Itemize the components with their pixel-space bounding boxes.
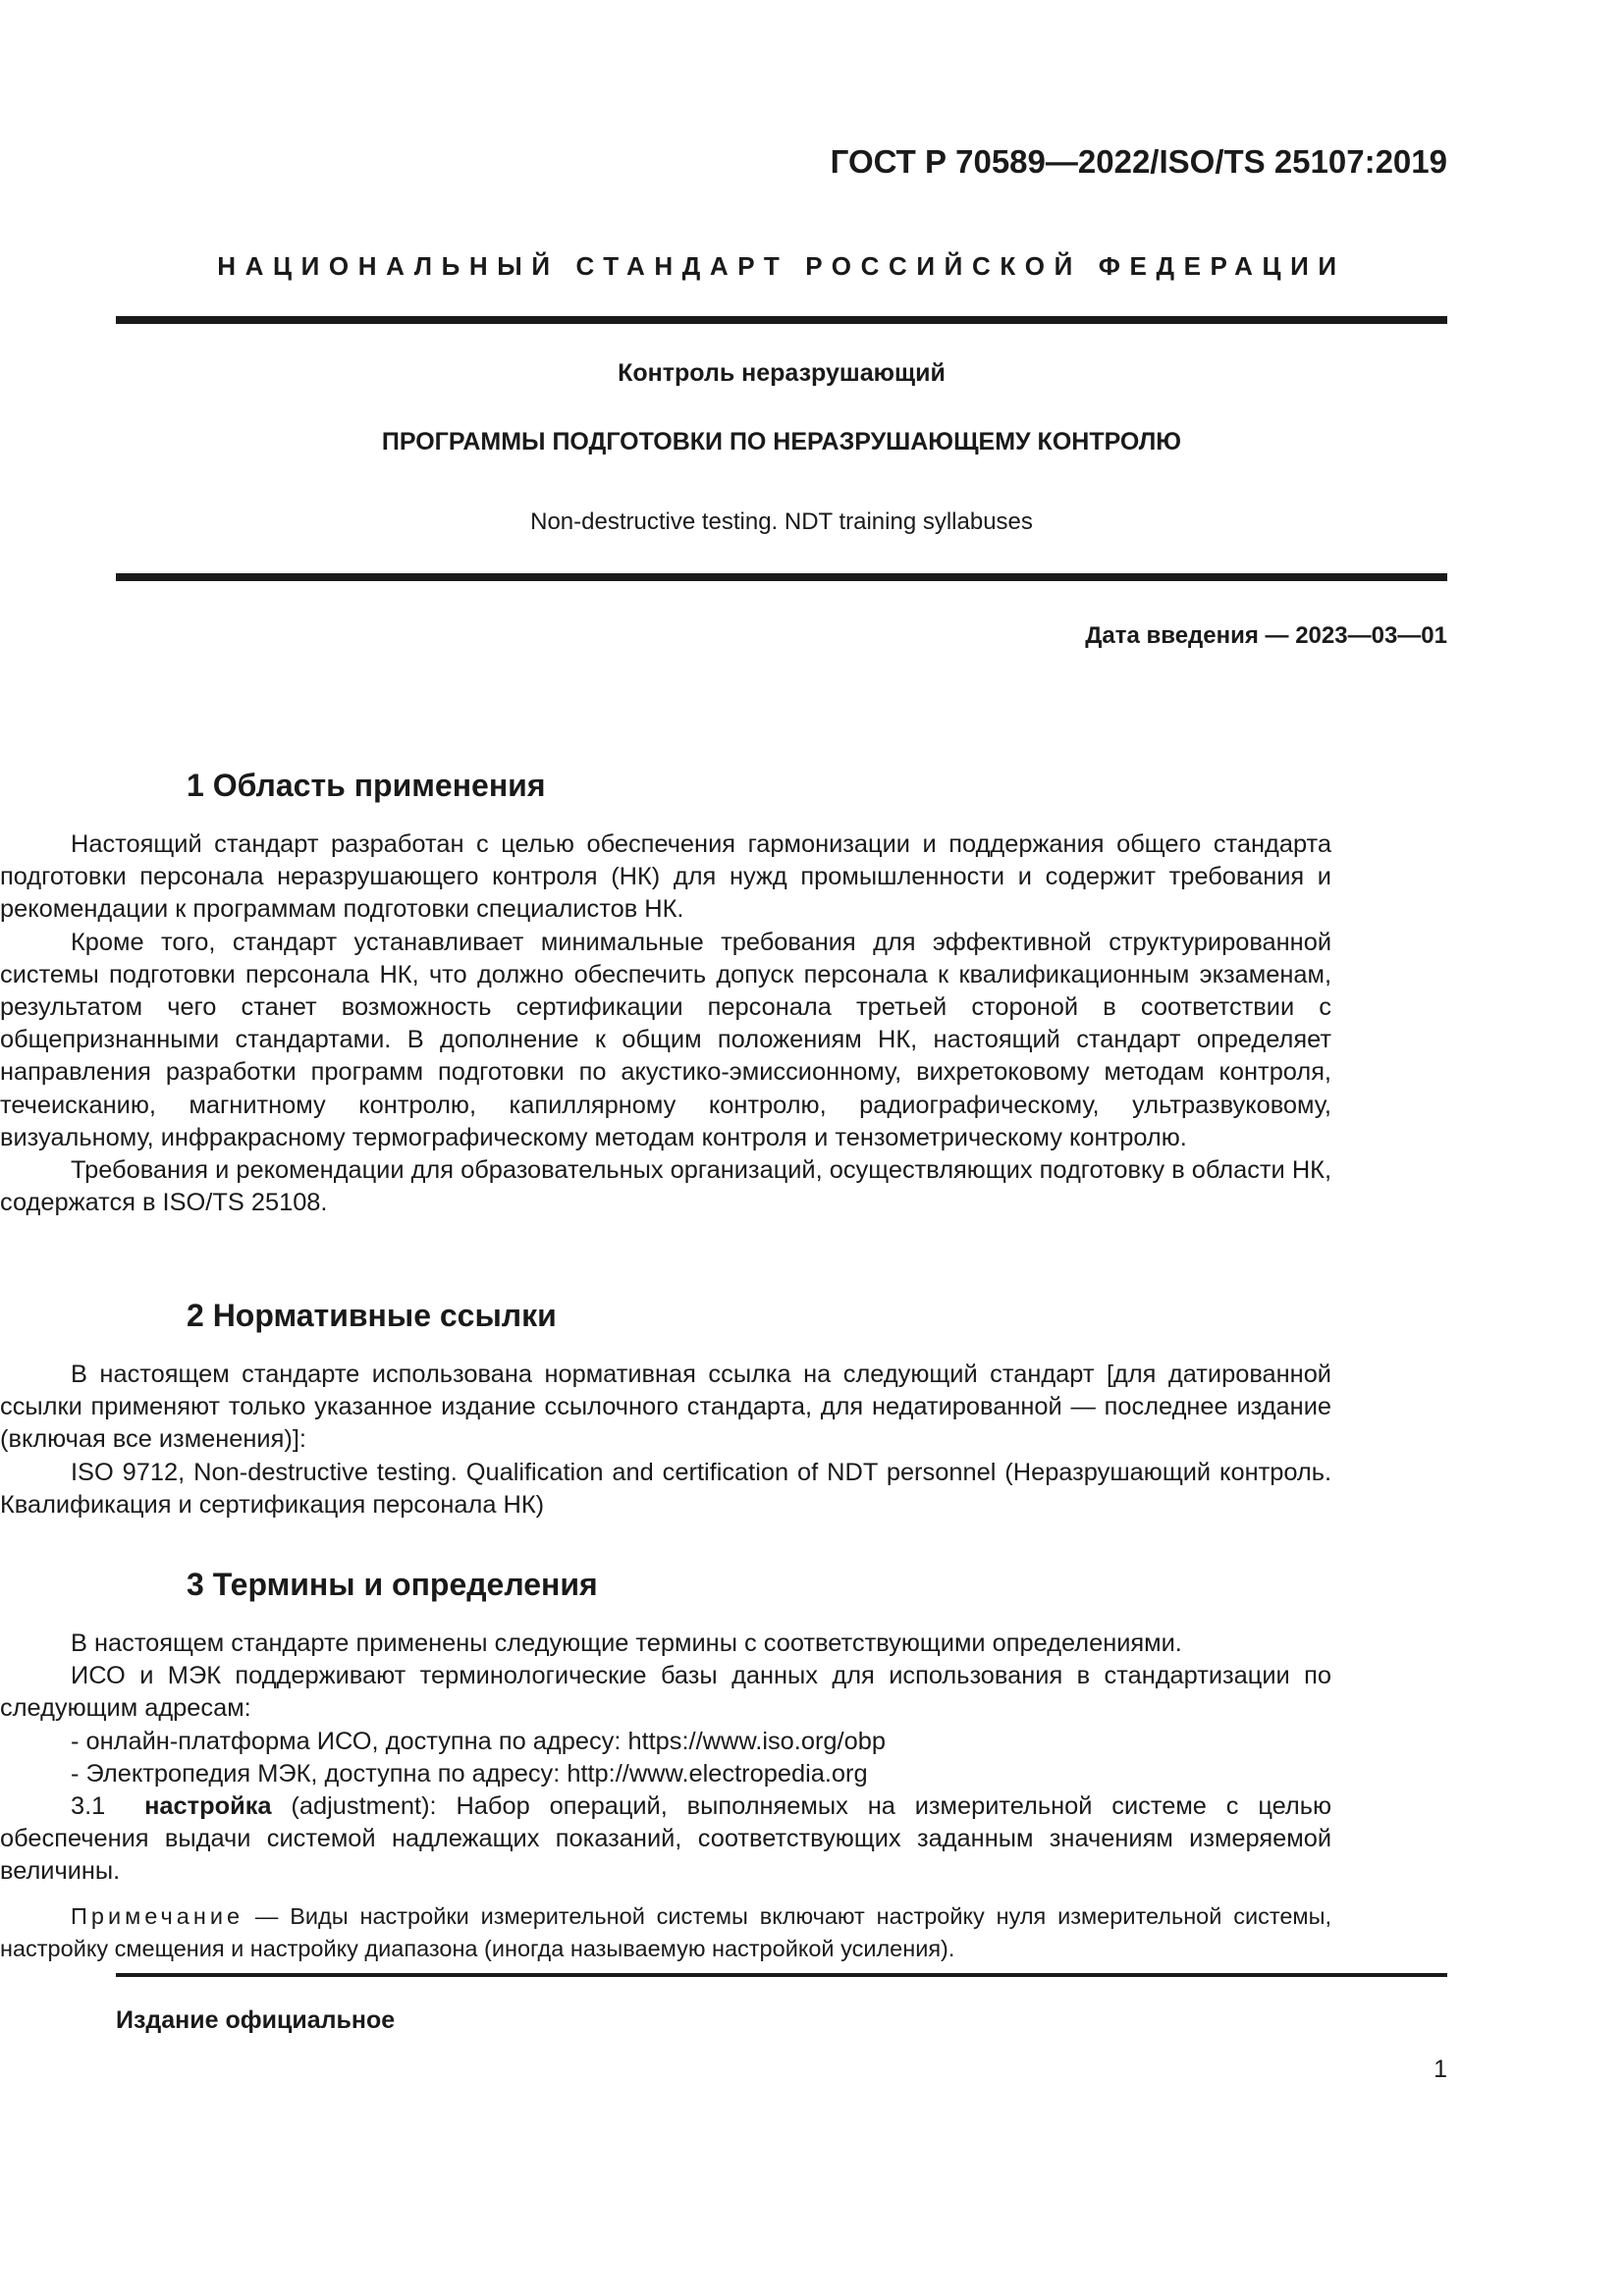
section-1-paragraph-1: Настоящий стандарт разработан с целью обеспечения гармонизации и поддержания общего стандарта подготовки персонала неразрушающего контроля (НК) для нужд промышленности и содержит требования и рекомендации к программам подготовки специалистов НК. bbox=[0, 830, 1331, 924]
document-main-title: ПРОГРАММЫ ПОДГОТОВКИ ПО НЕРАЗРУШАЮЩЕМУ КОНТРОЛЮ bbox=[381, 428, 1182, 455]
section-3-address-iec: - Электропедия МЭК, доступна по адресу: http://www.electropedia.org bbox=[71, 1759, 868, 1788]
section-1-body bbox=[0, 828, 1331, 1219]
page-number: 1 bbox=[1434, 2056, 1447, 2083]
term-note bbox=[0, 1900, 1331, 1965]
introduction-date: Дата введения — 2023—03—01 bbox=[1085, 622, 1447, 649]
standard-designation: ГОСТ Р 70589—2022/ISO/TS 25107:2019 bbox=[830, 143, 1447, 180]
section-2-heading: 2 Нормативные ссылки bbox=[187, 1298, 557, 1333]
section-3-address-iso: - онлайн-платформа ИСО, доступна по адресу: https://www.iso.org/obp bbox=[71, 1727, 886, 1755]
section-3-paragraph-1: В настоящем стандарте применены следующие термины с соответствующими определениями. bbox=[71, 1629, 1182, 1657]
document-subject: Контроль неразрушающий bbox=[618, 359, 946, 387]
term-number: 3.1 bbox=[71, 1792, 106, 1821]
section-3-heading: 3 Термины и определения bbox=[187, 1567, 598, 1602]
term-name: настройка bbox=[144, 1792, 272, 1821]
term-3-1 bbox=[0, 1790, 1331, 1889]
top-rule bbox=[116, 316, 1447, 324]
term-definition: (adjustment): Набор операций, выполняемых на измерительной системе с целью обеспечения выдачи системой надлежащих показаний, соответствующих заданным значениям измеряемой величины. bbox=[0, 1792, 1331, 1886]
note-label: Примечание bbox=[71, 1902, 244, 1929]
section-3-paragraph-2: ИСО и МЭК поддерживают терминологические базы данных для использования в стандартизации по следующим адресам: bbox=[0, 1662, 1331, 1723]
note-text: — Виды настройки измерительной системы включают настройку нуля измерительной системы, настройку смещения и настройку диапазона (иногда называемую настройкой усиления). bbox=[0, 1902, 1331, 1961]
section-1-heading: 1 Область применения bbox=[187, 768, 546, 803]
section-2-paragraph-2: ISO 9712, Non-destructive testing. Qualification and certification of NDT personnel (Неразрушающий контроль. Квалификация и сертификация персонала НК) bbox=[0, 1458, 1331, 1519]
section-2-paragraph-1: В настоящем стандарте использована нормативная ссылка на следующий стандарт [для датированной ссылки применяют только указанное издание ссылочного стандарта, для недатированной — последнее издание (включая все изменения)]: bbox=[0, 1361, 1331, 1454]
section-2-body bbox=[0, 1359, 1331, 1522]
section-1-paragraph-2: Кроме того, стандарт устанавливает минимальные требования для эффективной структурированной системы подготовки персонала НК, что должно обеспечить допуск персонала к квалификационным экзаменам, результатом чего станет возможность сертификации персонала третьей стороной в соответствии с общепризнанными стандартами. В дополнение к общим положениям НК, настоящий стандарт определяет направления разработки программ подготовки по акустико-эмиссионному, вихретоковому методам контроля, течеисканию, магнитному контролю, капиллярному контролю, радиографическому, ультразвуковому, визуальному, инфракрасному термографическому методам контроля и тензометрическому контролю. bbox=[0, 928, 1331, 1151]
title-rule bbox=[116, 573, 1447, 581]
section-1-paragraph-3: Требования и рекомендации для образовательных организаций, осуществляющих подготовку в области НК, содержатся в ISO/TS 25108. bbox=[0, 1156, 1331, 1217]
document-english-title: Non-destructive testing. NDT training syllabuses bbox=[530, 508, 1033, 535]
official-edition-label: Издание официальное bbox=[116, 2006, 396, 2034]
footer-rule bbox=[116, 1973, 1447, 1977]
section-3-body bbox=[0, 1628, 1331, 1965]
national-standard-banner: НАЦИОНАЛЬНЫЙ СТАНДАРТ РОССИЙСКОЙ ФЕДЕРАЦИИ bbox=[217, 251, 1346, 281]
